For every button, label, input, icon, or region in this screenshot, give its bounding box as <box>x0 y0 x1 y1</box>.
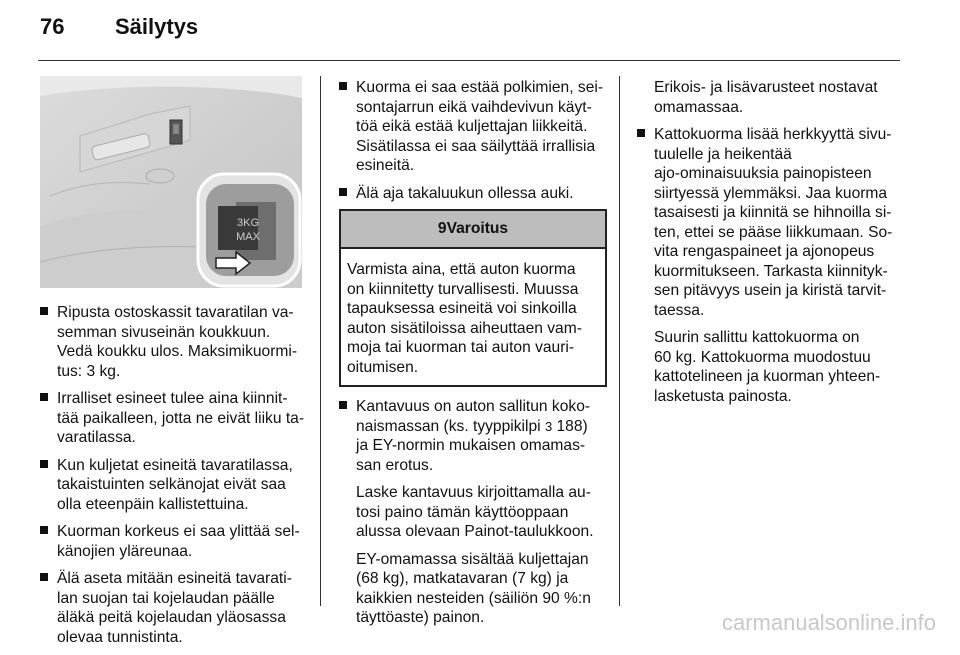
hook-label-top: 3KG <box>236 217 260 229</box>
bullet-square-icon <box>40 393 48 401</box>
column-divider-right <box>619 76 620 606</box>
paragraph: Erikois- ja lisävarusteet nostavat omamassaa. <box>654 79 878 116</box>
left-column <box>40 303 312 655</box>
list-item: Irralliset esineet tulee aina kiinnit- tää paikalleen, jotta ne eivät liiku ta- varatilassa. <box>40 389 312 448</box>
header-rule <box>38 60 900 61</box>
page-reference-number: 188) <box>552 417 588 435</box>
trunk-hook-illustration <box>40 76 302 288</box>
list-item: Kun kuljetat esineitä tavaratilassa, takaistuinten selkänojat eivät saa olla eteenpäin kallistettuina. <box>40 456 312 515</box>
list-item: Kuorman korkeus ei saa ylittää sel- känojien yläreunaa. <box>40 522 312 561</box>
warning-title: Varoitus <box>446 220 509 237</box>
list-item: Älä aja takaluukun ollessa auki. <box>339 184 607 204</box>
paragraph: Suurin sallittu kattokuorma on 60 kg. Kattokuorma muodostuu kattotelineen ja kuorman yhteen- lasketusta painosta. <box>654 329 881 405</box>
column-divider-left <box>320 76 321 606</box>
bullet-square-icon <box>637 129 645 137</box>
paragraph: EY-omamassa sisältää kuljettajan (68 kg), matkatavaran (7 kg) ja kaikkien nesteiden (säiliön 90 %:n täyttöaste) painon. <box>356 550 591 626</box>
page-title: Säilytys <box>115 14 199 39</box>
list-item: Kantavuus on auton sallitun koko- naismassan (ks. tyyppikilpi 3 188) ja EY-normin mukaisen omamas- san erotus. <box>339 397 607 475</box>
page-number: 76 <box>40 14 65 39</box>
list-item: Kuorma ei saa estää polkimien, sei- sontajarrun eikä vaihdevivun käyt- töä eikä estää kuljettajan liikkeitä. Sisätilassa ei saa säilyttää irrallisia esineitä. <box>339 78 607 176</box>
bullet-square-icon <box>339 188 347 196</box>
bullet-square-icon <box>40 573 48 581</box>
bullet-square-icon <box>40 307 48 315</box>
warning-header <box>341 211 605 249</box>
warning-box <box>339 209 607 387</box>
watermark: carmanualsonline.info <box>721 610 936 635</box>
bullet-square-icon <box>339 401 347 409</box>
page-reference-icon: 3 <box>544 418 553 434</box>
list-item: Ripusta ostoskassit tavaratilan va- semman sivuseinän koukkuun. Vedä koukku ulos. Maksimikuormi- tus: 3 kg. <box>40 303 312 381</box>
trunk-interior-drawing <box>40 76 302 288</box>
right-column <box>637 78 907 414</box>
paragraph: Laske kantavuus kirjoittamalla au- tosi paino tämän käyttöoppaan alussa olevaan Painot-taulukkoon. <box>356 484 594 540</box>
bullet-square-icon <box>40 460 48 468</box>
middle-column <box>339 78 607 636</box>
list-item: Älä aseta mitään esineitä tavarati- lan suojan tai kojelaudan päälle äläkä peitä kojelaudan yläosassa olevaa tunnistinta. <box>40 569 312 647</box>
bullet-square-icon <box>40 526 48 534</box>
list-item: Kattokuorma lisää herkkyyttä sivu- tuulelle ja heikentää ajo-ominaisuuksia painopisteen siirtyessä ylemmäksi. Jaa kuorma tasaisesti ja kiinnitä se hihnoilla si- ten, ettei se pääse liikkumaan. So- vita rengaspaineet ja ajonopeus kuormitukseen. Tarkasta kiinnityk- sen pitävyys usein ja kiristä tarvit- taessa. <box>637 125 907 320</box>
warning-text: Varmista aina, että auton kuorma on kiinnitetty turvallisesti. Muussa tapauksessa esineitä voi sinkoilla auton sisätiloissa aiheuttaen vam- moja tai kuorman tai auton vauri- oitumisen. <box>347 261 582 376</box>
warning-triangle-icon: 9 <box>437 220 447 237</box>
bullet-square-icon <box>339 82 347 90</box>
hook-label-bottom: MAX <box>236 231 260 243</box>
zoom-inset <box>198 174 300 286</box>
